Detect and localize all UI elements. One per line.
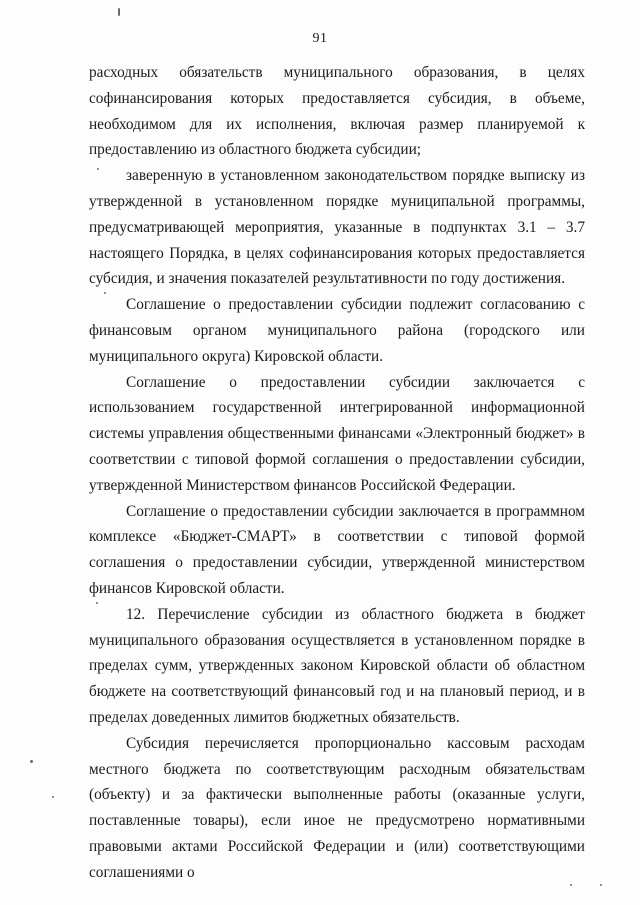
paragraph-5: Соглашение о предоставлении субсидии заключается в программном комплексе «Бюджет-СМАРТ» в соответствии с типовой формой соглашения о предоставлении субсидии, утвержденной министерством финансов Кировской области.: [89, 502, 585, 597]
scan-speck: [118, 8, 120, 16]
paragraph-4: Соглашение о предоставлении субсидии заключается с использованием государственной интегрированной информационной системы управления общественными финансами «Электронный бюджет» в соответствии с типовой формой соглашения о предоставлении субсидии, утвержденной Министерством финансов Российской Федерации.: [89, 373, 585, 494]
scan-speck: [104, 292, 106, 294]
paragraph-6: 12. Перечисление субсидии из областного бюджета в бюджет муниципального образования осуществляется в установленном порядке в пределах сумм, утвержденных законом Кировской области об областном бюджете на соответствующий финансовый год и на плановый период, и в пределах доведенных лимитов бюджетных обязательств.: [89, 605, 585, 726]
scan-speck: [600, 884, 602, 886]
paragraph-1: расходных обязательств муниципального образования, в целях софинансирования которых предоставляется субсидия, в объеме, необходимом для их исполнения, включая размер планируемой к предоставлению из областного бюджета субсидии;: [89, 64, 585, 159]
scan-speck: [52, 796, 54, 798]
paragraph-2: заверенную в установленном законодательством порядке выписку из утвержденной в установленном порядке муниципальной программы, предусматривающей мероприятия, указанные в подпунктах 3.1 – 3.7 настоящего Порядка, в целях софинансирования которых предоставляется субсидия, и значения показателей результативности по году достижения.: [89, 167, 585, 288]
document-body: [89, 60, 585, 886]
paragraph-3: Соглашение о предоставлении субсидии подлежит согласованию с финансовым органом муниципального района (городского или муниципального округа) Кировской области.: [89, 296, 585, 365]
paragraph-7: Субсидия перечисляется пропорционально кассовым расходам местного бюджета по соответствующим расходным обязательствам (объекту) и за фактически выполненные работы (оказанные услуги, поставленные товары), если иное не предусмотрено нормативными правовыми актами Российской Федерации и (или) соответствующими соглашениями о: [89, 734, 585, 881]
scan-speck: [570, 884, 572, 886]
scan-speck: [96, 602, 98, 604]
page-number: 91: [312, 31, 328, 46]
scan-speck: [97, 168, 99, 170]
scan-speck: [30, 760, 33, 763]
